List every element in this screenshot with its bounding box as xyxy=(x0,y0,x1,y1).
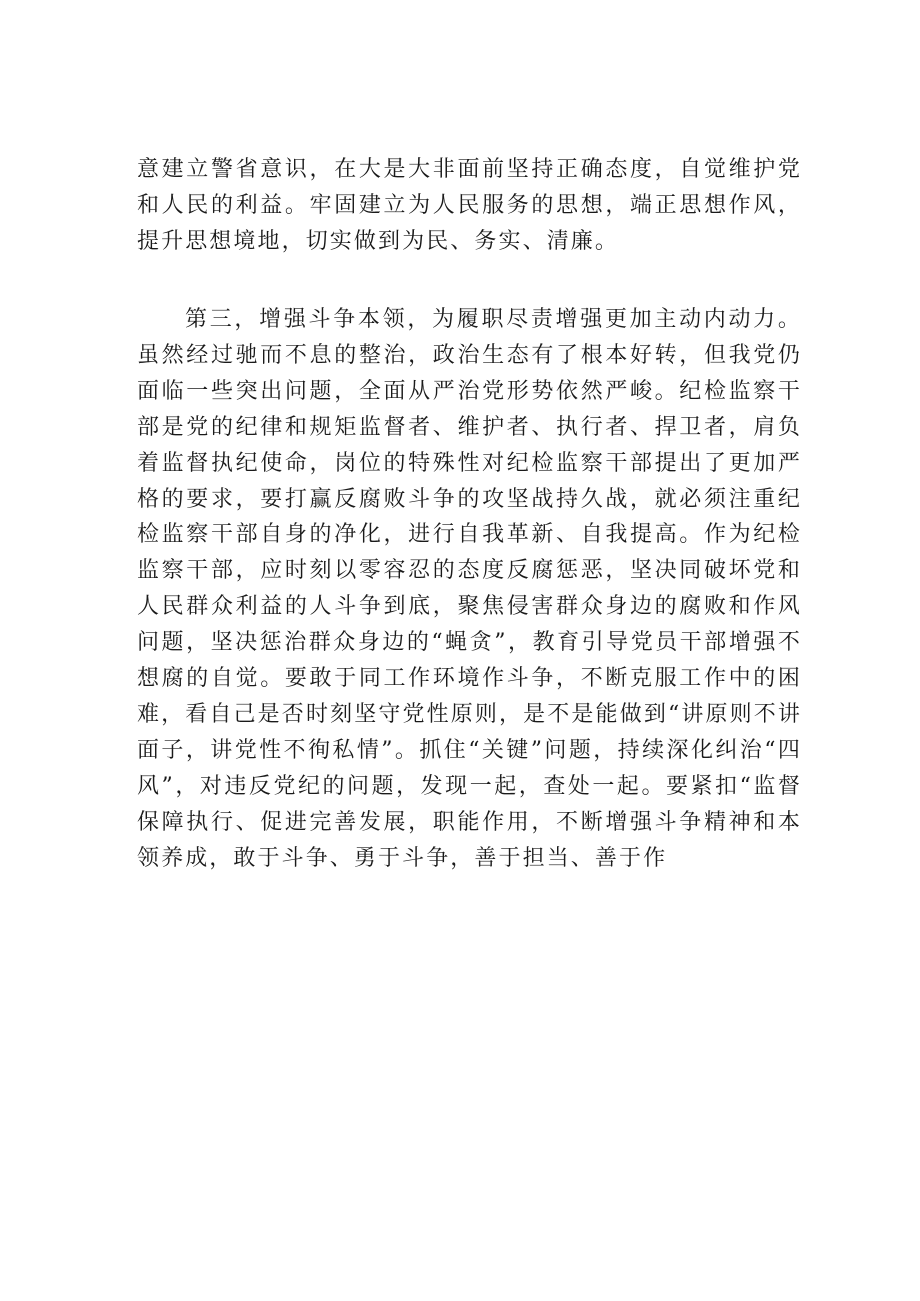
paragraph-continued: 意建立警省意识，在大是大非面前坚持正确态度，自觉维护党和人民的利益。牢固建立为人民服务的思想，端正思想作风，提升思想境地，切实做到为民、务实、清廉。 xyxy=(137,157,802,254)
paragraph-third-point: 第三，增强斗争本领，为履职尽责增强更加主动内动力。虽然经过驰而不息的整治，政治生态有了根本好转，但我党仍面临一些突出问题，全面从严治党形势依然严峻。纪检监察干部是党的纪律和规矩监督者、维护者、执行者、捍卫者，肩负着监督执纪使命，岗位的特殊性对纪检监察干部提出了更加严格的要求，要打赢反腐败斗争的攻坚战持久战，就必须注重纪检监察干部自身的净化，进行自我革新、自我提高。作为纪检监察干部，应时刻以零容忍的态度反腐惩恶，坚决同破坏党和人民群众利益的人斗争到底，聚焦侵害群众身边的腐败和作风问题，坚决惩治群众身边的“蝇贪”，教育引导党员干部增强不想腐的自觉。要敢于同工作环境作斗争，不断克服工作中的困难，看自己是否时刻坚守党性原则，是不是能做到“讲原则不讲面子，讲党性不徇私情”。抓住“关键”问题，持续深化纠治“四风”，对违反党纪的问题，发现一起，查处一起。要紧扣“监督保障执行、促进完善发展，职能作用，不断增强斗争精神和本领养成，敢于斗争、勇于斗争，善于担当、善于作 xyxy=(137,307,802,871)
